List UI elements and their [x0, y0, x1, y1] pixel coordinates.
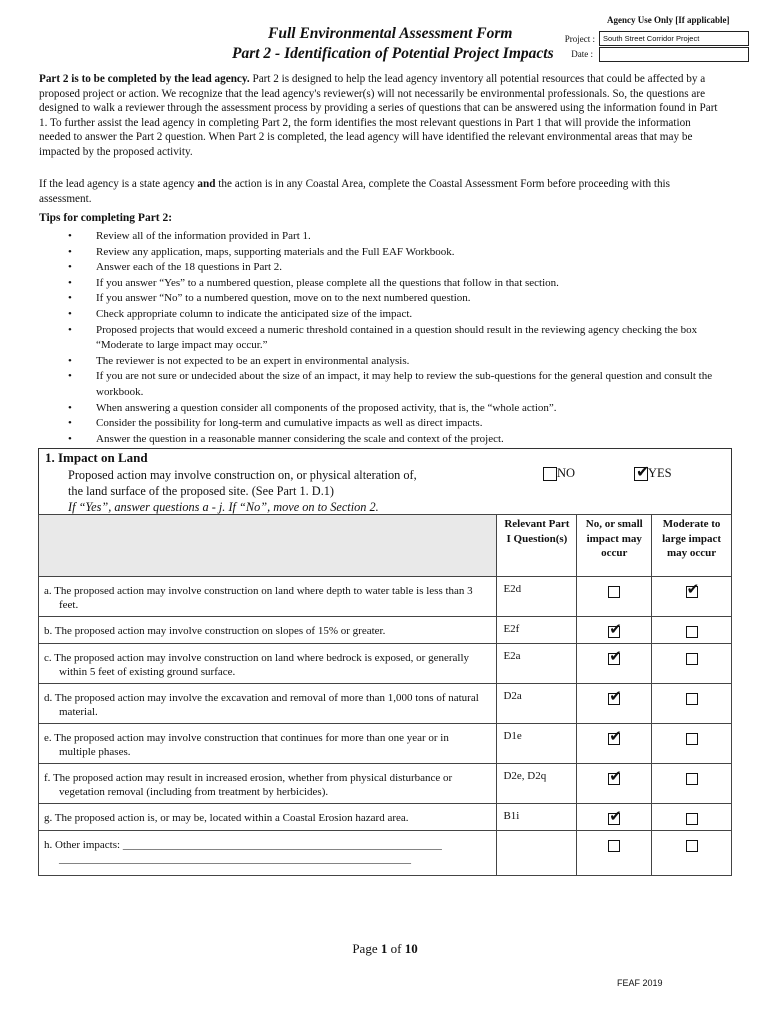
tip-item: • Review any application, maps, supporting materials and the Full EAF Workbook.: [68, 245, 728, 261]
small-impact-checkbox[interactable]: [608, 807, 622, 826]
no-label: NO: [557, 466, 576, 480]
impact-question: h. Other impacts: __________________________________________________________ ________________________________________________________________: [39, 831, 497, 876]
tip-item: • Answer the question in a reasonable manner considering the scale and context of the project.: [68, 432, 728, 448]
page-current: 1: [380, 941, 388, 956]
check-mark-icon: ✔: [609, 687, 622, 706]
moderate-impact-checkbox[interactable]: [686, 693, 698, 705]
moderate-impact-cell: [652, 804, 732, 831]
impact-table: [38, 514, 732, 876]
header-relevant-text: Relevant Part I Question(s): [504, 518, 570, 545]
impact-question: e. The proposed action may involve construction that continues for more than one year or in multiple phases.: [39, 724, 497, 764]
table-row: [39, 724, 732, 764]
form-id: FEAF 2019: [617, 978, 663, 988]
table-row: [39, 804, 732, 831]
small-impact-cell: [577, 804, 652, 831]
small-impact-checkbox[interactable]: [608, 767, 622, 786]
table-row: [39, 577, 732, 617]
coastal-text: If the lead agency is a state agency: [39, 178, 198, 190]
relevant-question-ref: E2a: [497, 644, 577, 684]
header-moderate-text: Moderate to large impact may occur: [662, 518, 722, 559]
section-1-line-1: Proposed action may involve construction on, or physical alteration of,: [68, 468, 417, 482]
small-impact-checkbox[interactable]: [608, 647, 622, 666]
relevant-question-ref: B1i: [497, 804, 577, 831]
impact-question: g. The proposed action is, or may be, located within a Coastal Erosion hazard area.: [39, 804, 497, 831]
relevant-question-ref: [497, 831, 577, 876]
tip-item: • Answer each of the 18 questions in Part 2.: [68, 260, 728, 276]
header-moderate: [652, 515, 732, 577]
project-label: Project :: [564, 34, 595, 44]
tip-item: • Review all of the information provided in Part 1.: [68, 229, 728, 245]
page-mid: of: [387, 941, 405, 956]
section-1-heading: 1. Impact on Land: [45, 450, 148, 465]
yes-option[interactable]: [634, 462, 672, 482]
small-impact-cell: [577, 764, 652, 804]
moderate-impact-cell: [652, 577, 732, 617]
page-total: 10: [404, 941, 418, 956]
tip-item: • If you are not sure or undecided about the size of an impact, it may help to review the sub-questions for the general question and consult the workbook.: [68, 369, 728, 400]
moderate-impact-checkbox[interactable]: [686, 733, 698, 745]
table-row: [39, 617, 732, 644]
header-small-text: No, or small impact may occur: [585, 518, 643, 559]
impact-question: a. The proposed action may involve construction on land where depth to water table is less than 3 feet.: [39, 577, 497, 617]
coastal-paragraph: [39, 177, 724, 206]
moderate-impact-cell: [652, 644, 732, 684]
moderate-impact-checkbox[interactable]: [686, 580, 700, 599]
section-1-instruction: If “Yes”, answer questions a - j. If “No”, move on to Section 2.: [68, 500, 379, 514]
check-mark-icon: ✔: [609, 807, 622, 826]
date-label: Date :: [571, 49, 593, 59]
moderate-impact-cell: [652, 617, 732, 644]
page-number: [0, 941, 770, 957]
check-mark-icon: ✔: [686, 580, 700, 599]
tip-item: • When answering a question consider all components of the proposed activity, that is, the “whole action”.: [68, 401, 728, 417]
coastal-and: and: [197, 178, 216, 190]
header-small: [577, 515, 652, 577]
relevant-question-ref: E2f: [497, 617, 577, 644]
no-checkbox[interactable]: [543, 467, 557, 481]
tip-item: • If you answer “Yes” to a numbered question, please complete all the questions that follow in that section.: [68, 276, 728, 292]
date-field[interactable]: [599, 47, 749, 62]
table-row: [39, 684, 732, 724]
relevant-question-ref: D1e: [497, 724, 577, 764]
check-mark-icon: ✔: [636, 462, 650, 482]
small-impact-checkbox[interactable]: [608, 586, 620, 598]
table-header-blank: [39, 515, 497, 577]
intro-paragraph: [39, 72, 724, 159]
moderate-impact-checkbox[interactable]: [686, 773, 698, 785]
yes-label: YES: [648, 466, 672, 480]
agency-use-label: Agency Use Only [If applicable]: [607, 15, 730, 25]
tip-item: • Consider the possibility for long-term and cumulative impacts as well as direct impacts.: [68, 416, 728, 432]
tips-heading: Tips for completing Part 2:: [39, 212, 173, 224]
tip-item: • If you answer “No” to a numbered question, move on to the next numbered question.: [68, 291, 728, 307]
intro-lead: Part 2 is to be completed by the lead agency.: [39, 73, 250, 85]
moderate-impact-cell: [652, 724, 732, 764]
small-impact-cell: [577, 831, 652, 876]
small-impact-checkbox[interactable]: [608, 840, 620, 852]
table-row: [39, 764, 732, 804]
check-mark-icon: ✔: [609, 620, 622, 639]
check-mark-icon: ✔: [609, 647, 622, 666]
section-1-text: [68, 467, 488, 515]
no-option[interactable]: [543, 466, 575, 481]
moderate-impact-cell: [652, 764, 732, 804]
table-row: [39, 831, 732, 876]
tip-item: • The reviewer is not expected to be an expert in environmental analysis.: [68, 354, 728, 370]
tips-list: [68, 229, 728, 447]
section-1-line-2: the land surface of the proposed site. (See Part 1. D.1): [68, 484, 335, 498]
relevant-question-ref: D2e, D2q: [497, 764, 577, 804]
moderate-impact-checkbox[interactable]: [686, 653, 698, 665]
small-impact-cell: [577, 684, 652, 724]
form-subtitle: Part 2 - Identification of Potential Project Impacts: [232, 45, 554, 62]
check-mark-icon: ✔: [609, 767, 622, 786]
form-title: Full Environmental Assessment Form: [268, 25, 513, 42]
impact-question: d. The proposed action may involve the excavation and removal of more than 1,000 tons of natural material.: [39, 684, 497, 724]
moderate-impact-cell: [652, 684, 732, 724]
small-impact-checkbox[interactable]: [608, 687, 622, 706]
small-impact-cell: [577, 617, 652, 644]
impact-question: c. The proposed action may involve construction on land where bedrock is exposed, or generally within 5 feet of existing ground surface.: [39, 644, 497, 684]
moderate-impact-cell: [652, 831, 732, 876]
page-pre: Page: [352, 941, 381, 956]
small-impact-checkbox[interactable]: [608, 620, 622, 639]
small-impact-checkbox[interactable]: [608, 727, 622, 746]
small-impact-cell: [577, 577, 652, 617]
relevant-question-ref: D2a: [497, 684, 577, 724]
moderate-impact-checkbox[interactable]: [686, 840, 698, 852]
moderate-impact-checkbox[interactable]: [686, 626, 698, 638]
moderate-impact-checkbox[interactable]: [686, 813, 698, 825]
tip-item: • Proposed projects that would exceed a numeric threshold contained in a question should result in the reviewing agency checking the box “Moderate to large impact may occur.”: [68, 323, 728, 354]
small-impact-cell: [577, 644, 652, 684]
tip-item: • Check appropriate column to indicate the anticipated size of the impact.: [68, 307, 728, 323]
intro-body: Part 2 is designed to help the lead agency inventory all potential resources that could be affected by a proposed project or action. We recognize that the lead agency's reviewer(s) will not necessarily be environmental professionals. So, the questions are designed to walk a reviewer through the assessment process by providing a series of questions that can be answered using the information found in Part 1. To further assist the lead agency in completing Part 2, the form identifies the most relevant questions in Part 1 that will provide the information needed to answer the Part 2 question. When Part 2 is completed, the lead agency will have identified the relevant environmental areas that may be impacted by the proposed activity.: [39, 73, 718, 158]
header-relevant: [497, 515, 577, 577]
project-field[interactable]: South Street Corridor Project: [599, 31, 749, 46]
coastal-text-rest: the action is in any Coastal Area, complete the Coastal Assessment Form before proceeding with this assessment.: [39, 178, 671, 205]
check-mark-icon: ✔: [609, 727, 622, 746]
yes-checkbox[interactable]: [634, 462, 650, 482]
table-row: [39, 644, 732, 684]
small-impact-cell: [577, 724, 652, 764]
impact-question: b. The proposed action may involve construction on slopes of 15% or greater.: [39, 617, 497, 644]
relevant-question-ref: E2d: [497, 577, 577, 617]
impact-question: f. The proposed action may result in increased erosion, whether from physical disturbance or vegetation removal (including from treatment by herbicides).: [39, 764, 497, 804]
